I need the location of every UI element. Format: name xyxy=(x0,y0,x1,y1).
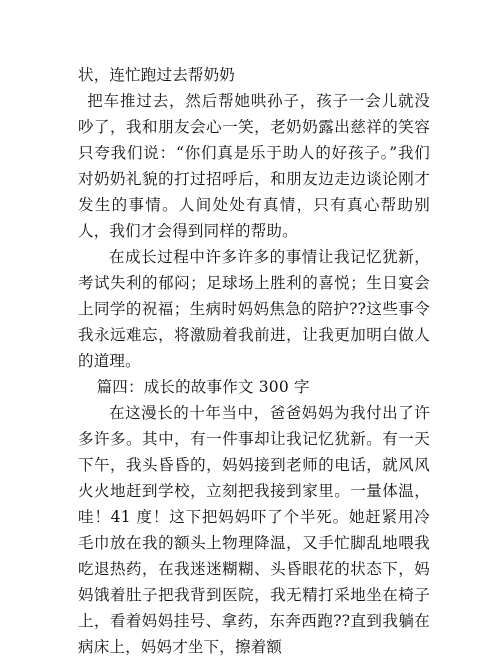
document-page xyxy=(78,62,430,660)
paragraph-helping-grandma: 把车推过去，然后帮她哄孙子，孩子一会儿就没吵了，我和朋友会心一笑，老奶奶露出慈祥的笑容只夸我们说：“你们真是乐于助人的好孩子。”我们对奶奶礼貌的打过招呼后，和朋友边走边谈论刚才发生的事情。人间处处有真情，只有真心帮助别人，我们才会得到同样的帮助。 xyxy=(78,92,430,240)
paragraph-continuation: 状，连忙跑过去帮奶奶 xyxy=(78,66,236,84)
section-heading: 篇四：成长的故事作文 300 字 xyxy=(96,378,310,396)
paragraph-mother-care: 在这漫长的十年当中，爸爸妈妈为我付出了许多许多。其中，有一件事却让我记忆犹新。有一天下午，我头昏昏的，妈妈接到老师的电话，就风风火火地赶到学校，立刻把我接到家里。一量体温，哇！41 度！这下把妈妈吓了个半死。她赶紧用冷毛巾放在我的额头上物理降温，又手忙脚乱地喂我吃退热药，在我迷迷糊糊、头昏眼花的状态下，妈妈饿着肚子把我背到医院，我无精打采地坐在椅子上，看着妈妈挂号、拿药，东奔西跑??直到我躺在病床上，妈妈才坐下，擦着额 xyxy=(78,404,430,656)
paragraph-growth-memories: 在成长过程中许多许多的事情让我记忆犹新，考试失利的郁闷；足球场上胜利的喜悦；生日宴会上同学的祝福；生病时妈妈焦急的陪护??这些事令我永远难忘，将激励着我前进，让我更加明白做人的道理。 xyxy=(78,248,430,370)
